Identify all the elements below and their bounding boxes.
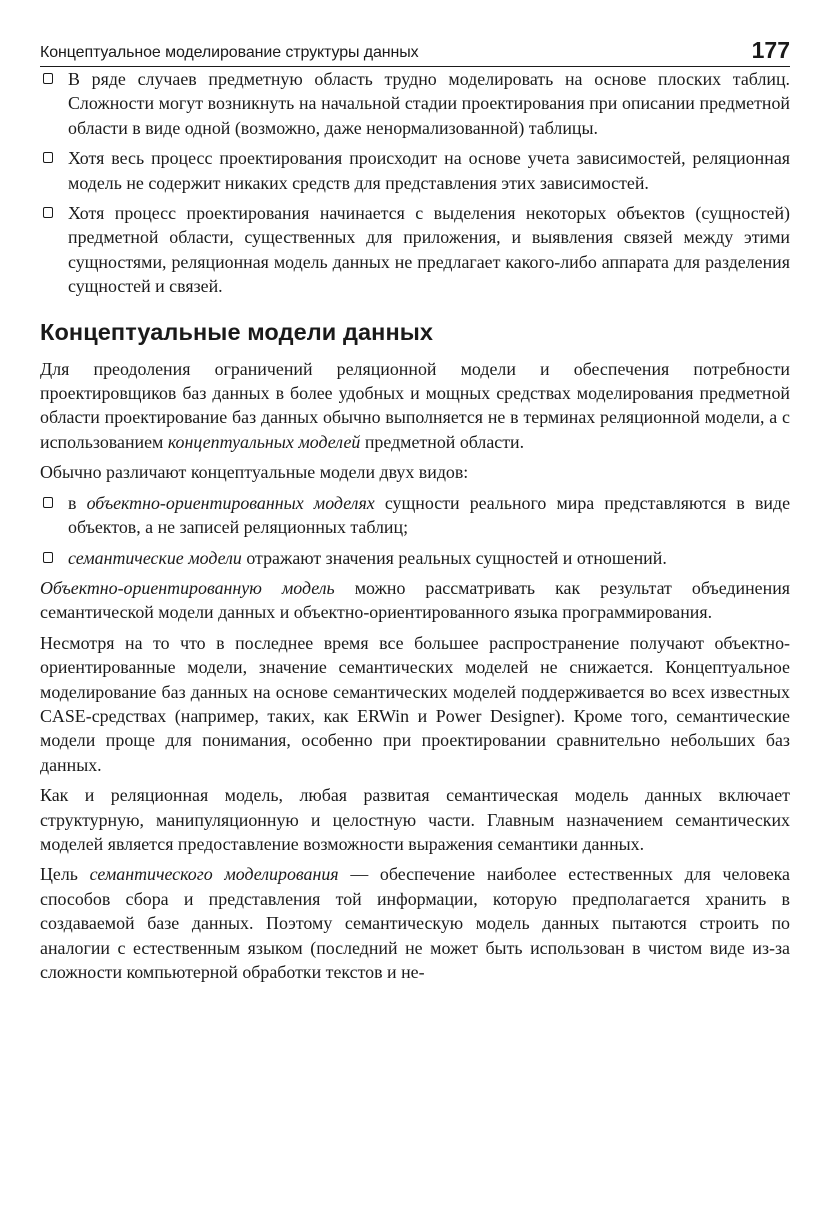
paragraph: Обычно различают концептуальные модели двух видов: xyxy=(40,462,469,483)
list-item: в объектно-ориентированных моделях сущности реального мира представляются в виде объектов, а не записей реляционных таблиц; xyxy=(40,491,790,540)
checkbox-bullet-icon xyxy=(43,497,53,508)
list-item-text: Хотя процесс проектирования начинается с выделения некоторых объектов (сущностей) предметной области, существенных для приложения, и выявления связей между этими сущностями, реляционная модель данных не предлагает какого-либо аппарата для разделения сущностей и связей. xyxy=(68,203,790,297)
limitations-list xyxy=(40,67,790,299)
paragraph: Цель семантического моделирования — обеспечение наиболее естественных для человека способов сбора и представления той информации, которую предполагается хранить в создаваемой базе данных. Поэтому семантическую модель данных пытаются строить по аналогии с естественным языком (последний не может быть использован в чистом виде из-за сложности компьютерной обработки текстов и не- xyxy=(40,864,790,982)
list-item xyxy=(40,201,790,299)
paragraph: Как и реляционная модель, любая развитая семантическая модель данных включает структурную, манипуляционную и целостную части. Главным назначением семантических моделей является предоставление возможности выражения семантики данных. xyxy=(40,785,790,854)
paragraph: Несмотря на то что в последнее время все большее распространение получают объектно-ориентированные модели, значение семантических моделей не снижается. Концептуальное моделирование баз данных на основе семантических моделей поддерживается во всех известных CASE-средствах (например, таких, как ERWin и Power Designer). Кроме того, семантические модели проще для понимания, особенно при проектировании сравнительно небольших баз данных. xyxy=(40,632,790,775)
running-title: Концептуальное моделирование структуры данных xyxy=(40,44,419,61)
list-item-text: В ряде случаев предметную область трудно моделировать на основе плоских таблиц. Сложности могут возникнуть на начальной стадии проектирования при описании предметной области в виде одной (возможно, даже ненормализованной) таблицы. xyxy=(68,69,790,138)
paragraph: Объектно-ориентированную модель можно рассматривать как результат объединения семантической модели данных и объектно-ориентированного языка программирования. xyxy=(40,577,791,623)
page-number: 177 xyxy=(751,37,790,63)
checkbox-bullet-icon xyxy=(43,207,53,218)
checkbox-bullet-icon xyxy=(43,73,53,84)
checkbox-bullet-icon xyxy=(43,152,53,163)
book-page xyxy=(40,34,790,984)
paragraph: Для преодоления ограничений реляционной модели и обеспечения потребности проектировщиков баз данных в более удобных и мощных средствах моделирования предметной области проектирование баз данных обычно выполняется не в терминах реляционной модели, а с использованием концептуальных моделей предметной области. xyxy=(40,358,790,452)
list-item-text: Хотя весь процесс проектирования происходит на основе учета зависимостей, реляционная модель не содержит никаких средств для представления этих зависимостей. xyxy=(68,148,790,193)
model-types-list xyxy=(40,491,790,570)
list-item xyxy=(40,67,790,140)
emphasis-term: Объектно-ориентированную модель xyxy=(40,577,335,598)
emphasis-term: объектно-ориентированных моделях xyxy=(86,492,375,513)
running-header xyxy=(40,34,790,67)
list-item: семантические модели отражают значения реальных сущностей и отношений. xyxy=(40,546,790,570)
page-body xyxy=(40,67,790,984)
list-item xyxy=(40,146,790,195)
checkbox-bullet-icon xyxy=(43,552,53,563)
emphasis-term: концептуальных моделей xyxy=(167,431,361,452)
section-heading: Концептуальные модели данных xyxy=(40,318,434,345)
emphasis-term: семантического моделирования xyxy=(89,864,339,885)
emphasis-term: семантические модели xyxy=(68,547,242,568)
